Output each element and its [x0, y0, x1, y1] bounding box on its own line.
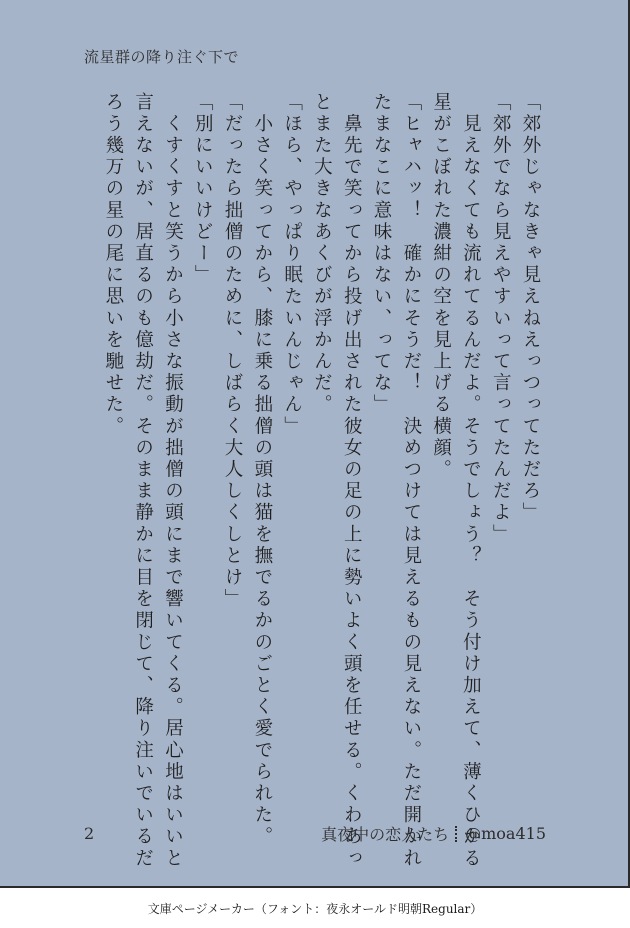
body-line: 見えなくても流れてるんだよ。そうでしょう？ そう付け加えて、薄くひかる — [460, 92, 482, 870]
body-line: たまなこに意味はない、ってな」 — [371, 92, 393, 416]
body-line: 「ほら、やっぱり眠たいんじゃん」 — [281, 92, 303, 438]
body-line: ろう幾万の星の尾に思いを馳せた。 — [102, 92, 124, 438]
app-caption: 文庫ページメーカー（フォント：夜永オールド明朝Regular） — [147, 902, 483, 916]
body-line: 小さく笑ってから、膝に乗る拙僧の頭は猫を撫でるかのごとく愛でられた。 — [251, 92, 273, 848]
body-line: 「だったら拙僧のために、しばらく大人しくしとけ」 — [222, 92, 244, 611]
body-line: 鼻先で笑ってから投げ出された彼女の足の上に勢いよく頭を任せる。くわあっ — [341, 92, 363, 870]
body-line: 星がこぼれた濃紺の空を見上げる横顔。 — [430, 92, 452, 481]
body-line: 言えないが、居直るのも億劫だ。そのまま静かに目を閉じて、降り注いでいるだ — [132, 92, 154, 870]
body-line: くすくすと笑うから小さな振動が拙僧の頭にまで響いてくる。居心地はいいと — [162, 92, 184, 870]
body-line: 「郊外でなら見えやすいって言ってたんだよ」 — [490, 92, 512, 546]
footer-info — [321, 822, 546, 845]
body-line: 「ヒャハッ！ 確かにそうだ！ 決めつけては見えるもの見えない。ただ開かれ — [400, 92, 422, 870]
footer-book-title: 真夜中の恋人たち — [321, 825, 450, 844]
body-line: 「郊外じゃなきゃ見えねえっつってただろ」 — [520, 92, 541, 524]
footer-author-handle: @moa415 — [465, 824, 546, 843]
page-header-title: 流星群の降り注ぐ下で — [84, 48, 240, 66]
body-line: とまた大きなあくびが浮かんだ。 — [311, 92, 333, 416]
divider-icon — [455, 826, 459, 842]
body-line: 「別にいいけどー」 — [192, 92, 214, 287]
page-number: 2 — [84, 824, 95, 843]
